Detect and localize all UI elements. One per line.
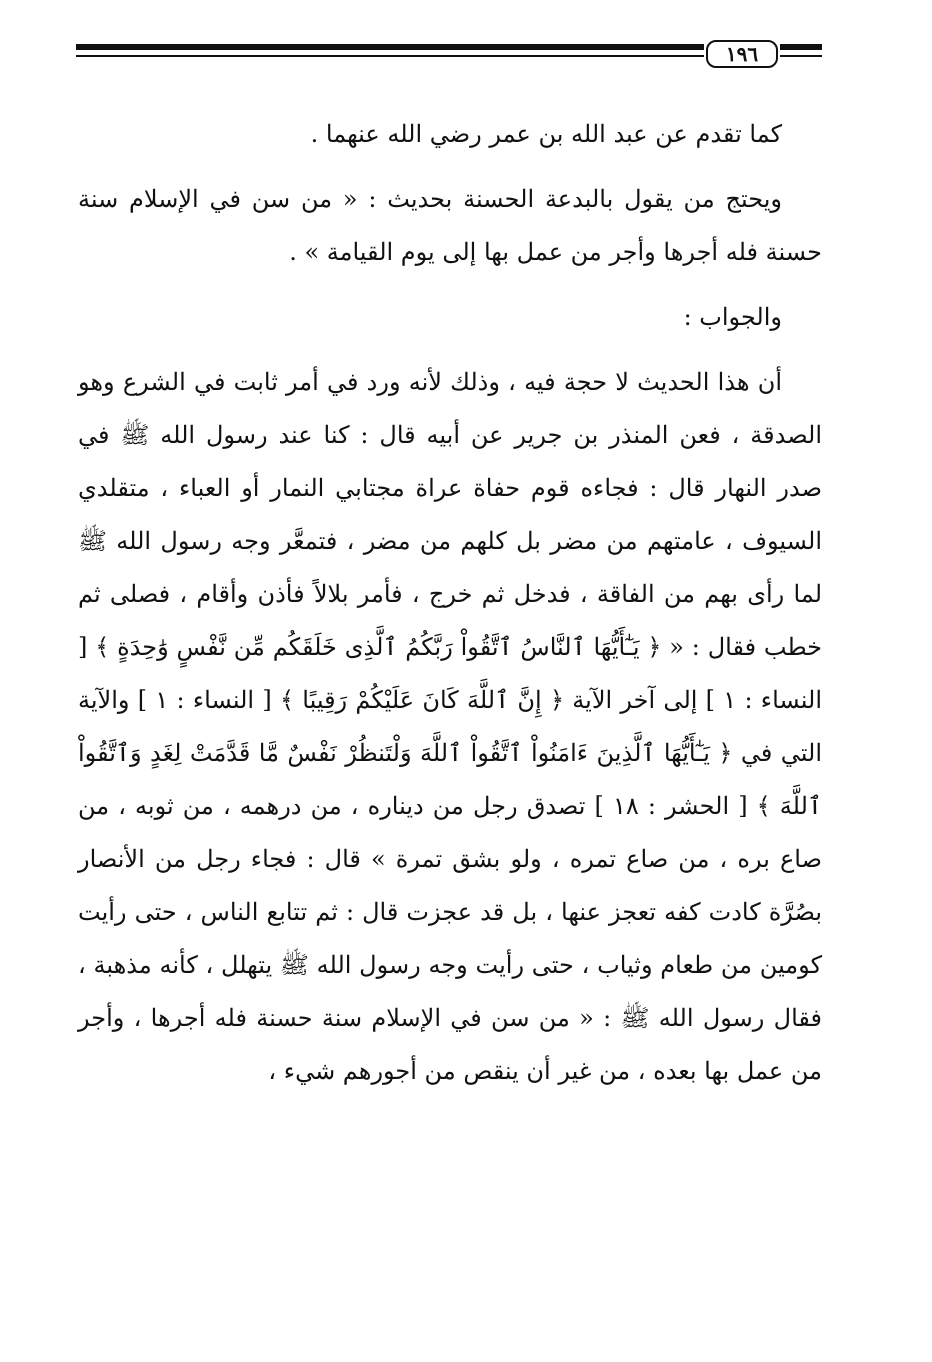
page-body (78, 108, 822, 1098)
paragraph-intro: كما تقدم عن عبد الله بن عمر رضي الله عنهما . (310, 120, 782, 148)
page-number: ١٩٦ (706, 40, 778, 68)
paragraph-answer-body: أن هذا الحديث لا حجة فيه ، وذلك لأنه ورد في أمر ثابت في الشرع وهو الصدقة ، فعن المنذر بن جرير عن أبيه قال : كنا عند رسول الله ﷺ في صدر النهار قال : فجاءه قوم حفاة عراة مجتابي النمار أو العباء ، متقلدي السيوف ، عامتهم من مضر بل كلهم من مضر ، فتمعَّر وجه رسول الله ﷺ لما رأى بهم من الفاقة ، فدخل ثم خرج ، فأمر بلالاً فأذن وأقام ، فصلى ثم خطب فقال : « ﴿ يَـٰٓأَيُّهَا ٱلنَّاسُ ٱتَّقُواْ رَبَّكُمُ ٱلَّذِى خَلَقَكُم مِّن نَّفْسٍ وَٰحِدَةٍ ﴾ [ النساء : ١ ] إلى آخر الآية ﴿ إِنَّ ٱللَّهَ كَانَ عَلَيْكُمْ رَقِيبًا ﴾ [ النساء : ١ ] والآية التي في ﴿ يَـٰٓأَيُّهَا ٱلَّذِينَ ءَامَنُواْ ٱتَّقُواْ ٱللَّهَ وَلْتَنظُرْ نَفْسٌ مَّا قَدَّمَتْ لِغَدٍ وَٱتَّقُواْ ٱللَّهَ ﴾ [ الحشر : ١٨ ] تصدق رجل من ديناره ، من درهمه ، من ثوبه ، من صاع بره ، من صاع تمره ، ولو بشق تمرة » قال : فجاء رجل من الأنصار بصُرَّة كادت كفه تعجز عنها ، بل قد عجزت قال : ثم تتابع الناس ، حتى رأيت كومين من طعام وثياب ، حتى رأيت وجه رسول الله ﷺ يتهلل ، كأنه مذهبة ، فقال رسول الله ﷺ : « من سن في الإسلام سنة حسنة فله أجرها ، وأجر من عمل بها بعده ، من غير أن ينقص من أجورهم شيء ، (78, 368, 823, 1085)
header-rule-thick-left (76, 44, 704, 50)
paragraph-objection: ويحتج من يقول بالبدعة الحسنة بحديث : « من سن في الإسلام سنة حسنة فله أجرها وأجر من عمل بها إلى يوم القيامة » . (78, 185, 822, 266)
paragraph-answer-heading: والجواب : (683, 303, 782, 331)
header-rule-thick-right (780, 44, 822, 50)
page-header (76, 40, 822, 70)
header-rule-thin-left (76, 55, 704, 57)
header-rule-thin-right (780, 55, 822, 57)
